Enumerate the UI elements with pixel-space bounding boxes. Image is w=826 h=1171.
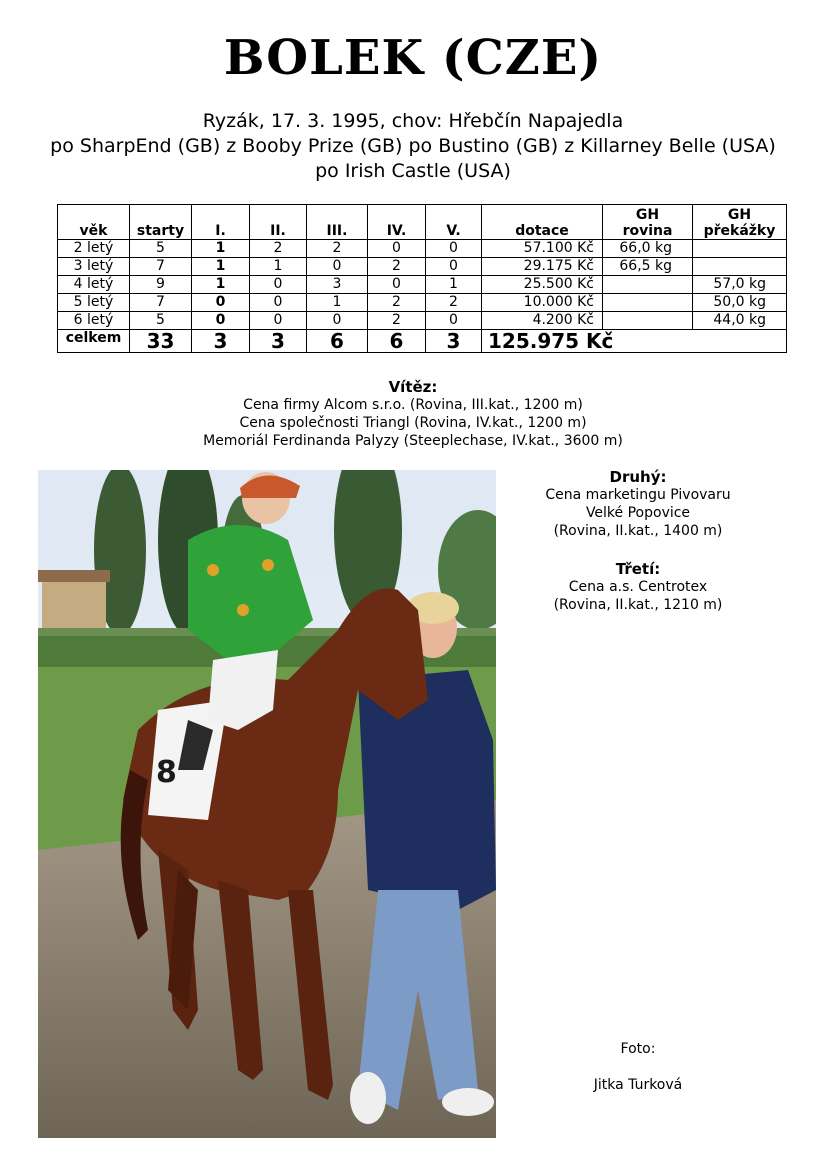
col-starts: starty [130,205,192,240]
table-total-row [58,330,787,353]
table-cell: 0 [250,276,307,294]
total-fourth: 6 [368,330,426,353]
table-cell: 0 [426,312,482,330]
table-cell: 4 letý [58,276,130,294]
winner-heading: Vítěz: [388,378,438,396]
table-cell [603,312,693,330]
table-cell: 7 [130,294,192,312]
table-cell: 5 [130,240,192,258]
list-item: Cena a.s. Centrotex [568,579,708,595]
table-cell: 0 [250,312,307,330]
table-cell: 1 [192,240,250,258]
table-cell: 2 [368,312,426,330]
table-cell: 25.500 Kč [482,276,603,294]
col-gh-hurdles: GH překážky [693,205,787,240]
table-cell: 66,0 kg [603,240,693,258]
pedigree-line: po SharpEnd (GB) z Booby Prize (GB) po Bustino (GB) z Killarney Belle (USA) [50,135,776,157]
table-cell: 6 letý [58,312,130,330]
table-cell: 4.200 Kč [482,312,603,330]
list-item: (Rovina, II.kat., 1400 m) [553,523,723,539]
photo-credit [560,1040,716,1112]
table-cell: 50,0 kg [693,294,787,312]
list-item: Memoriál Ferdinanda Palyzy (Steeplechase, IV.kat., 3600 m) [203,433,623,449]
table-cell: 3 letý [58,258,130,276]
total-third: 6 [307,330,368,353]
table-cell: 2 [426,294,482,312]
table-cell: 0 [192,312,250,330]
list-item: Cena společnosti Triangl (Rovina, IV.kat., 1200 m) [239,415,587,431]
table-cell: 29.175 Kč [482,258,603,276]
col-earnings: dotace [482,205,603,240]
col-second: II. [250,205,307,240]
list-item: (Rovina, II.kat., 1210 m) [553,597,723,613]
third-place-section [520,560,756,614]
total-fifth: 3 [426,330,482,353]
total-label: celkem [58,330,130,353]
table-cell: 10.000 Kč [482,294,603,312]
table-cell [693,240,787,258]
table-cell: 0 [426,258,482,276]
photo-credit-label: Foto: [620,1041,656,1057]
second-place-section [520,468,756,540]
list-item: Cena marketingu Pivovaru [545,487,731,503]
table-cell: 66,5 kg [603,258,693,276]
table-cell: 2 [368,294,426,312]
table-row [58,276,787,294]
table-cell: 2 letý [58,240,130,258]
col-fourth: IV. [368,205,426,240]
table-cell: 0 [192,294,250,312]
saddle-number: 8 [156,755,177,790]
table-cell: 3 [307,276,368,294]
race-stats-table [57,204,787,353]
pedigree-line-2: po Irish Castle (USA) [315,160,511,182]
table-cell: 0 [368,240,426,258]
table-cell: 1 [250,258,307,276]
table-cell: 9 [130,276,192,294]
table-cell: 1 [307,294,368,312]
table-cell: 2 [368,258,426,276]
photo-credit-name: Jitka Turková [593,1077,683,1093]
table-cell: 0 [250,294,307,312]
total-first: 3 [192,330,250,353]
col-age: věk [58,205,130,240]
table-row [58,294,787,312]
total-earnings: 125.975 Kč [482,330,787,353]
table-header-row [58,205,787,240]
table-cell: 1 [192,276,250,294]
col-first: I. [192,205,250,240]
col-fifth: V. [426,205,482,240]
table-cell: 0 [307,312,368,330]
table-cell: 5 letý [58,294,130,312]
col-gh-flat: GH rovina [603,205,693,240]
table-cell: 0 [426,240,482,258]
table-cell: 2 [307,240,368,258]
horse-photo [38,470,496,1138]
table-cell [603,276,693,294]
second-heading: Druhý: [609,468,667,486]
page-title: BOLEK (CZE) [223,30,603,86]
third-heading: Třetí: [615,560,661,578]
table-cell: 57.100 Kč [482,240,603,258]
table-cell: 44,0 kg [693,312,787,330]
table-cell: 0 [368,276,426,294]
table-cell: 0 [307,258,368,276]
table-cell [603,294,693,312]
table-cell: 2 [250,240,307,258]
table-cell [693,258,787,276]
list-item: Velké Popovice [585,505,691,521]
breeding-info: Ryzák, 17. 3. 1995, chov: Hřebčín Napajedla [202,110,624,132]
col-third: III. [307,205,368,240]
table-cell: 1 [426,276,482,294]
table-cell: 57,0 kg [693,276,787,294]
table-cell: 1 [192,258,250,276]
table-row [58,240,787,258]
total-second: 3 [250,330,307,353]
table-row [58,312,787,330]
winner-section [0,378,826,450]
table-cell: 7 [130,258,192,276]
list-item: Cena firmy Alcom s.r.o. (Rovina, III.kat., 1200 m) [243,397,583,413]
table-row [58,258,787,276]
total-starts: 33 [130,330,192,353]
table-cell: 5 [130,312,192,330]
